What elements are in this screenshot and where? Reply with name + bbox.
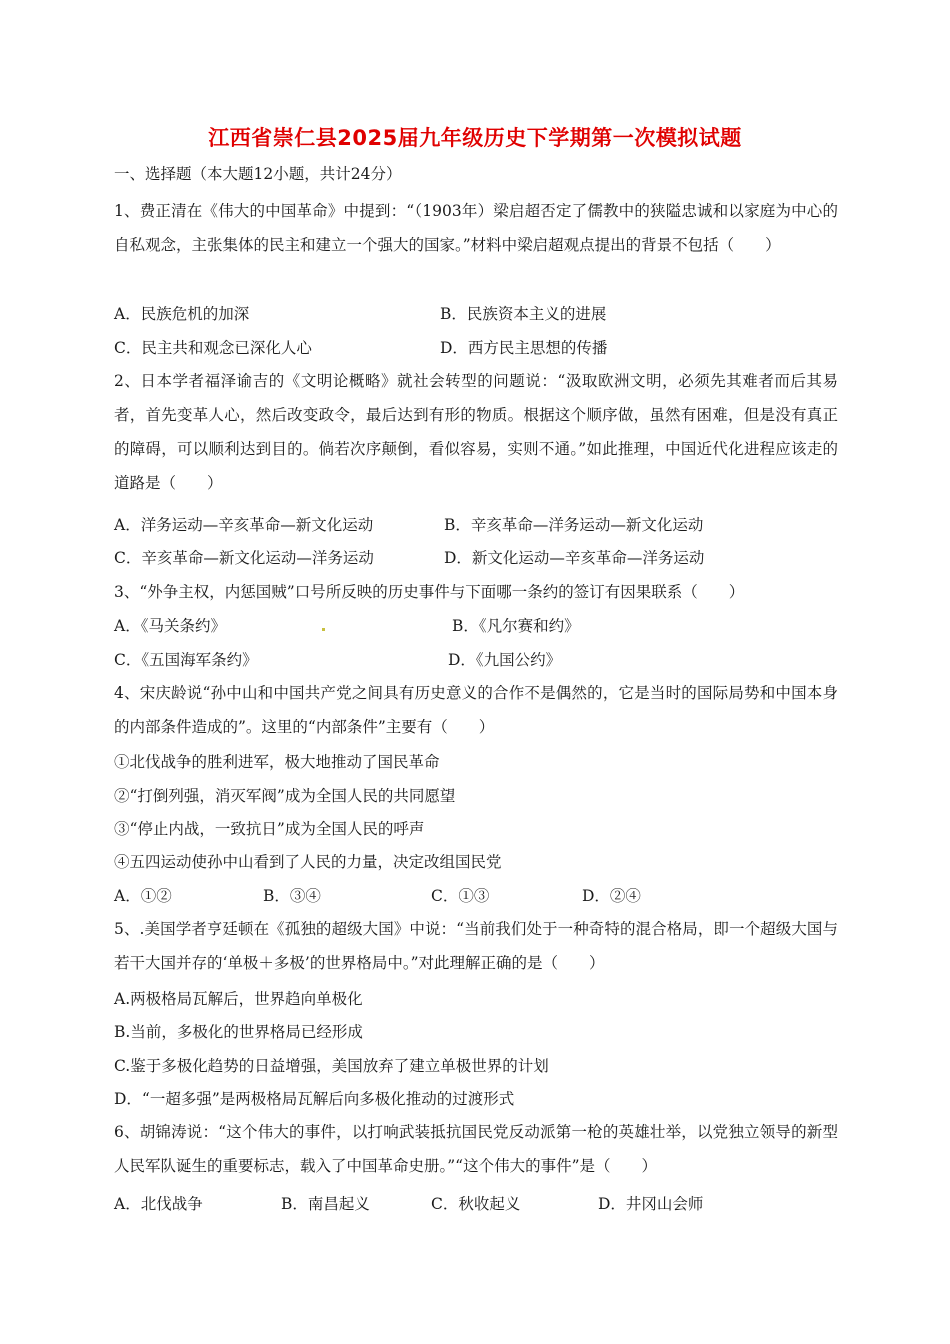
- document-title: 江西省崇仁县2025届九年级历史下学期第一次模拟试题: [208, 126, 742, 150]
- question-4-option-a: A．①②: [114, 887, 172, 905]
- question-2-stem: 2、日本学者福泽谕吉的《文明论概略》就社会转型的问题说：“汲取欧洲文明，必须先其难者而后其易者，首先变革人心，然后改变政令，最后达到有形的物质。根据这个顺序做，虽然有困难，但是没有真正的障碍，可以顺利达到目的。倘若次序颠倒，看似容易，实则不通。”如此推理，中国近代化进程应该走的道路是（ ）: [114, 372, 838, 492]
- question-4-option-c: C．①③: [431, 887, 490, 905]
- question-3-stem: 3、“外争主权，内惩国贼”口号所反映的历史事件与下面哪一条约的签订有因果联系（ ）: [114, 583, 745, 601]
- question-5-option-c: C.鉴于多极化趋势的日益增强，美国放弃了建立单极世界的计划: [114, 1057, 549, 1075]
- question-3-option-b: B．《凡尔赛和约》: [452, 617, 580, 635]
- question-3-option-c: C．《五国海军条约》: [114, 651, 258, 669]
- question-4-stem: 4、宋庆龄说“孙中山和中国共产党之间具有历史意义的合作不是偶然的，它是当时的国际局势和中国本身的内部条件造成的”。这里的“内部条件”主要有（ ）: [114, 684, 838, 736]
- question-4-item-4: ④五四运动使孙中山看到了人民的力量，决定改组国民党: [114, 853, 502, 871]
- stray-mark: [322, 628, 325, 631]
- question-6-option-a: A．北伐战争: [114, 1195, 203, 1213]
- question-6-option-b: B．南昌起义: [281, 1195, 370, 1213]
- question-3-option-d: D．《九国公约》: [448, 651, 562, 669]
- section-heading: 一、选择题（本大题12小题，共计24分）: [114, 165, 402, 183]
- question-5-stem: 5、.美国学者亨廷顿在《孤独的超级大国》中说：“当前我们处于一种奇特的混合格局，即一个超级大国与若干大国并存的‘单极＋多极’的世界格局中。”对此理解正确的是（ ）: [114, 920, 838, 972]
- question-1-option-a: A．民族危机的加深: [114, 305, 250, 323]
- question-2-option-c: C．辛亥革命—新文化运动—洋务运动: [114, 549, 374, 567]
- question-2-option-b: B．辛亥革命—洋务运动—新文化运动: [444, 516, 704, 534]
- question-1-stem: 1、费正清在《伟大的中国革命》中提到：“（1903年）梁启超否定了儒教中的狭隘忠诚和以家庭为中心的自私观念，主张集体的民主和建立一个强大的国家。”材料中梁启超观点提出的背景不包括（ ）: [114, 202, 838, 254]
- question-4-option-b: B．③④: [263, 887, 321, 905]
- question-2-option-a: A．洋务运动—辛亥革命—新文化运动: [114, 516, 374, 534]
- question-1-option-d: D．西方民主思想的传播: [440, 339, 608, 357]
- question-4-item-1: ①北伐战争的胜利进军，极大地推动了国民革命: [114, 753, 440, 771]
- question-4-item-2: ②“打倒列强，消灭军阀”成为全国人民的共同愿望: [114, 787, 456, 805]
- question-3-option-a: A．《马关条约》: [114, 617, 226, 635]
- question-6-option-d: D．井冈山会师: [598, 1195, 704, 1213]
- question-4-option-d: D．②④: [582, 887, 641, 905]
- question-6-stem: 6、胡锦涛说：“这个伟大的事件，以打响武装抵抗国民党反动派第一枪的英雄壮举，以党独立领导的新型人民军队诞生的重要标志，载入了中国革命史册。”“这个伟大的事件”是（ ）: [114, 1123, 838, 1175]
- question-2-option-d: D．新文化运动—辛亥革命—洋务运动: [444, 549, 705, 567]
- question-1-option-b: B．民族资本主义的进展: [440, 305, 607, 323]
- question-1-option-c: C．民主共和观念已深化人心: [114, 339, 312, 357]
- question-5-option-d: D．“一超多强”是两极格局瓦解后向多极化推动的过渡形式: [114, 1090, 515, 1108]
- question-6-option-c: C．秋收起义: [431, 1195, 521, 1213]
- question-4-item-3: ③“停止内战，一致抗日”成为全国人民的呼声: [114, 820, 425, 838]
- question-5-option-b: B.当前，多极化的世界格局已经形成: [114, 1023, 363, 1041]
- question-5-option-a: A.两极格局瓦解后，世界趋向单极化: [114, 990, 363, 1008]
